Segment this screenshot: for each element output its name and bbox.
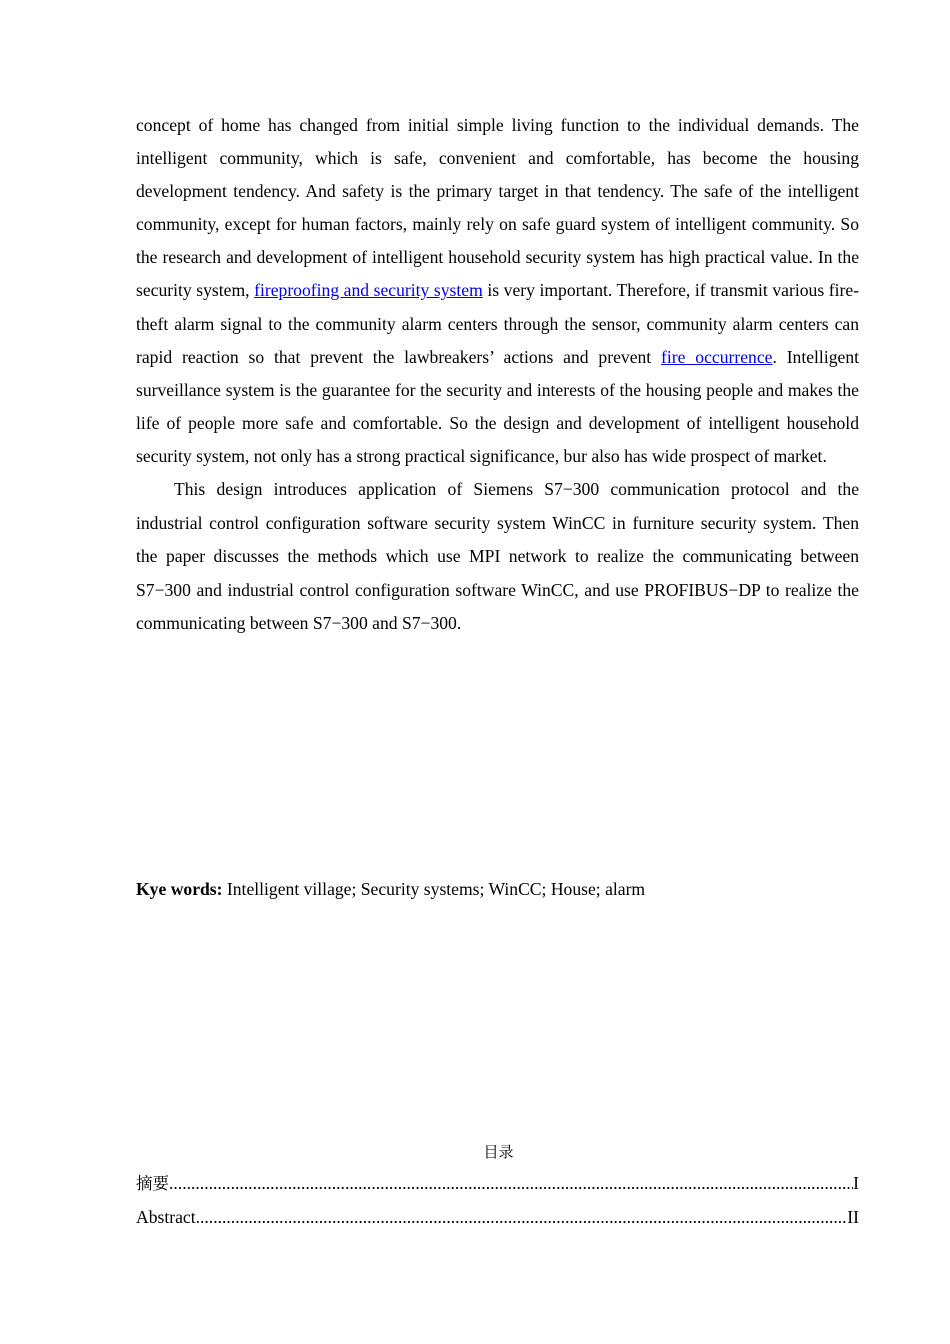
fire-occurrence-link[interactable]: fire occurrence xyxy=(661,346,773,367)
abstract-paragraph-1 xyxy=(136,109,859,473)
abstract-paragraph-2: This design introduces application of Siemens S7−300 communication protocol and the industrial control configuration software security system WinCC in furniture security system. Then the paper discusses the methods which use MPI network to realize the communicating between S7−300 and industrial control configuration software WinCC, and use PROFIBUS−DP to realize the communicating between S7−300 and S7−300. xyxy=(136,479,859,634)
toc-title: 目录 xyxy=(483,1143,514,1161)
keywords-line xyxy=(136,876,645,902)
toc-entry-abstract-cn[interactable] xyxy=(136,1170,859,1197)
keywords-label: Kye words: xyxy=(136,879,223,899)
paragraph-1-text-a: concept of home has changed from initial simple living function to the individual demands. The intelligent community, which is safe, convenient and comfortable, has become the housing development tendency. And safety is the primary target in that tendency. The safe of the intelligent community, except for human factors, mainly rely on safe guard system of intelligent community. So the research and development of intelligent household security system has high practical value. In the security system, xyxy=(136,115,859,301)
toc-entry-abstract-en[interactable] xyxy=(136,1204,859,1230)
toc-entry-label: Abstract xyxy=(136,1207,196,1227)
abstract-body xyxy=(136,109,859,641)
toc-entry-page: II xyxy=(847,1207,859,1227)
toc-entry-page: I xyxy=(853,1173,859,1193)
paragraph-1-text-c: . Intelligent surveillance system is the guarantee for the security and interests of the housing people and makes the life of people more safe and comfortable. So the design and development of intelligent household security system, not only has a strong practical significance, bur also has wide prospect of market. xyxy=(136,346,860,466)
paragraph-1-text-b: is very important. Therefore, if transmit various fire-theft alarm signal to the community alarm centers through the sensor, community alarm centers can rapid reaction so that prevent the lawbreakers’ actions and prevent xyxy=(136,280,860,367)
keywords-text: Intelligent village; Security systems; WinCC; House; alarm xyxy=(222,879,646,899)
fireproofing-security-link[interactable]: fireproofing and security system xyxy=(254,280,483,301)
toc-leader-dots xyxy=(196,1204,848,1230)
toc-leader-dots xyxy=(169,1170,853,1196)
toc-entry-label: 摘要 xyxy=(136,1174,169,1193)
